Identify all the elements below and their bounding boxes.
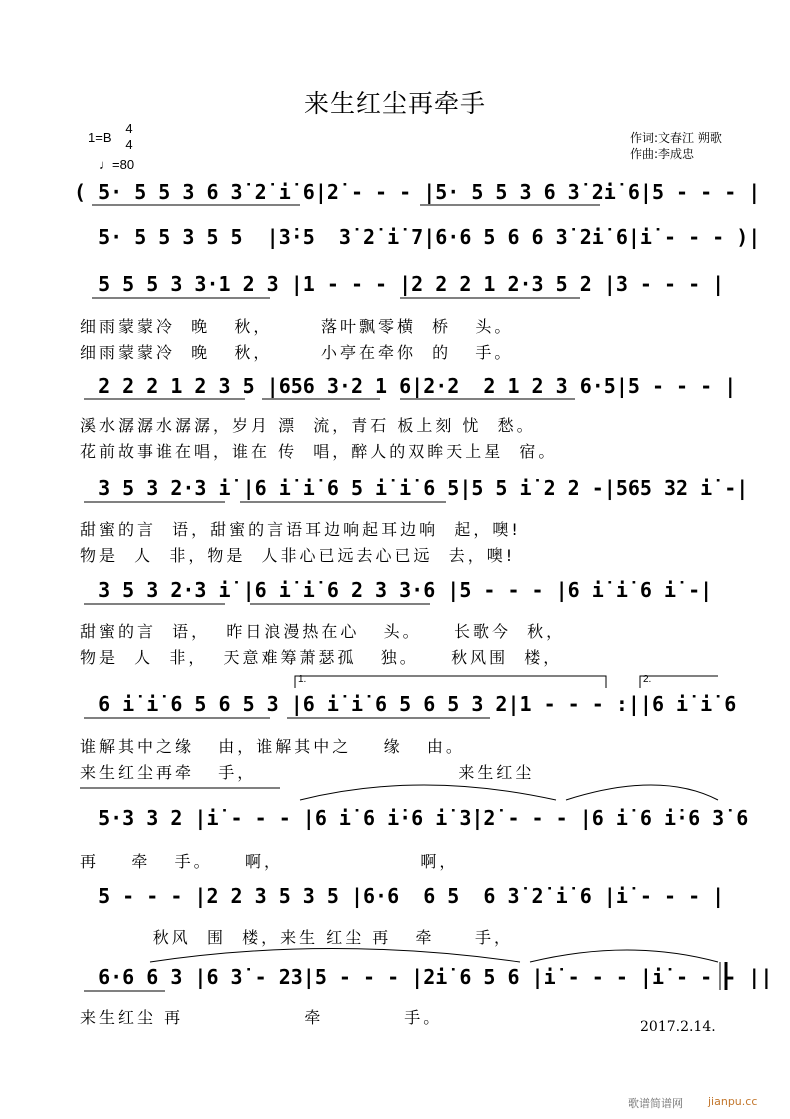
volta-first-bracket (295, 676, 606, 688)
notation-row-2: 5· 5 5 3 5 5 |3̇·5 3̇ 2̇ i̇ 7|6·6 5 6 6 3̇ 2̇i̇ 6|i̇ - - - )| (74, 225, 761, 249)
time-sig-bottom: 4 (125, 137, 133, 152)
lyric-line: 甜蜜的言 语， 昨日浪漫热在心 头。 长歌今 秋， (80, 622, 566, 641)
lyric-line: 物是 人 非， 天意难筹萧瑟孤 独。 秋风围 楼， (80, 648, 563, 667)
lyric-line: 来生红尘再牵 手， 来生红尘 (80, 763, 535, 782)
lyric-line: 来生红尘 再 牵 手。 (80, 1008, 443, 1027)
time-sig-top: 4 (125, 121, 133, 136)
volta-first: 1. (298, 674, 307, 685)
lyric-line: 秋风 围 楼，来生 红尘 再 牵 手， (80, 928, 513, 947)
notation-row-8: 5·3 3 2 |i̇ - - - |6 i̇ 6 i̇·6 i̇ 3̇|2̇ - - - |6 i̇ 6 i̇·6 3̇ 6 (74, 806, 749, 830)
notation-row-9: 5 - - - |2 2 3 5 3 5 |6·6 6 5 6 3̇ 2̇ i̇ 6 |i̇ - - - | (74, 884, 725, 908)
slur (566, 785, 718, 800)
slur (150, 949, 520, 963)
lyric-line: 甜蜜的言 语，甜蜜的言语耳边响起耳边响 起，噢! (80, 520, 521, 539)
notation-row-4: 2 2 2 1 2 3 5 |656 3·2 1 6|2·2 2 1 2 3 6·5|5 - - - | (74, 374, 737, 398)
date-stamp: 2017.2.14. (640, 1019, 716, 1035)
notation-row-10: 6·6 6 3 |6 3̇ - 23|5 - - - |2̇i̇ 6 5 6 |i̇ - - - |i̇ - - - || (74, 965, 773, 989)
notation-row-1: ( 5· 5 5 3 6 3̇ 2̇ i̇ 6|2̇ - - - |5· 5 5 3 6 3̇ 2̇i̇ 6|5 - - - | (74, 180, 761, 204)
watermark-site: jianpu.cc (708, 1095, 758, 1108)
lyric-line: 溪水潺潺水潺潺，岁月 漂 流，青石 板上刻 忧 愁。 (80, 416, 536, 435)
lyric-line: 谁解其中之缘 由，谁解其中之 缘 由。 (80, 737, 465, 756)
volta-second-bracket (640, 676, 718, 688)
slur (530, 950, 718, 962)
lyric-line: 再 牵 手。 啊， 啊， (80, 852, 459, 871)
lyric-line: 细雨蒙蒙冷 晚 秋， 落叶飘零横 桥 头。 (80, 317, 514, 336)
watermark-cn: 歌谱简谱网 (628, 1097, 683, 1110)
lyric-line: 物是 人 非，物是 人非心已远去心已远 去，噢! (80, 546, 516, 565)
lyricist-credit: 作词:文春江 朔歌 (630, 131, 722, 145)
lyric-line: 细雨蒙蒙冷 晚 秋， 小亭在牵你 的 手。 (80, 343, 514, 362)
lyric-line: 花前故事谁在唱，谁在 传 唱，醉人的双眸天上星 宿。 (80, 442, 558, 461)
tempo-value: =80 (112, 157, 135, 172)
volta-second: 2. (643, 674, 652, 685)
notation-row-6: 3 5 3 2·3 i̇ |6 i̇ i̇ 6 2 3 3·6 |5 - - - |6 i̇ i̇ 6 i̇ -| (74, 578, 713, 602)
notation-row-3: 5 5 5 3 3·1 2 3 |1 - - - |2 2 2 1 2·3 5 2 |3 - - - | (74, 272, 725, 296)
notation-row-7: 6 i̇ i̇ 6 5 6 5 3 |6 i̇ i̇ 6 5 6 5 3 2|1 - - - :||6 i̇ i̇ 6 (74, 692, 737, 716)
song-title: 来生红尘再牵手 (303, 89, 486, 118)
notation-row-5: 3 5 3 2·3 i̇ |6 i̇ i̇ 6 5 i̇ i̇ 6 5|5 5 i̇ 2 2 -|565 32 i̇ -| (74, 476, 749, 500)
key-signature: 1=B (88, 130, 112, 145)
composer-credit: 作曲:李成忠 (630, 147, 695, 161)
quarter-note-icon: ♩ (99, 157, 112, 172)
slur (300, 785, 556, 800)
